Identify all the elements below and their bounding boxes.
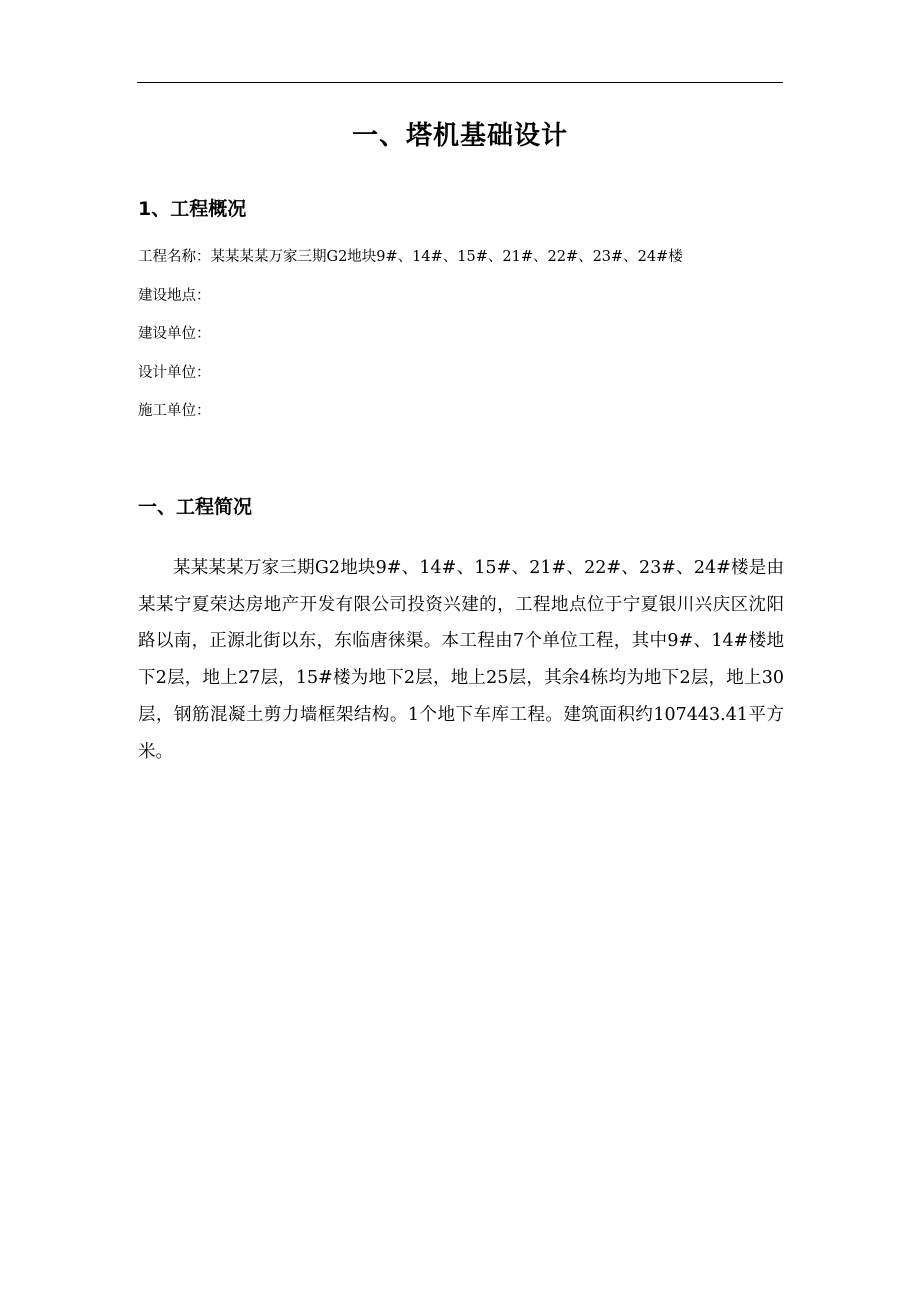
section-heading-project-summary: 一、工程简况 [138,496,253,518]
field-project-name: 工程名称：某某某某万家三期G2地块9#、14#、15#、21#、22#、23#、24#楼 [138,249,683,265]
header-rule [137,82,783,83]
project-summary-paragraph: 某某某某万家三期G2地块9#、14#、15#、21#、22#、23#、24#楼是由某某宁夏荣达房地产开发有限公司投资兴建的，工程地点位于宁夏银川兴庆区沈阳路以南，正源北街以东，东临唐徕渠。本工程由7个单位工程，其中9#、14#楼地下2层，地上27层，15#楼为地下2层，地上25层，其余4栋均为地下2层，地上30层，钢筋混凝土剪力墙框架结构。1个地下车库工程。建筑面积约107443.41平方米。 [138,558,784,762]
field-design-unit: 设计单位： [138,364,211,381]
page-title: 一、塔机基础设计 [351,121,568,151]
field-construction-unit: 施工单位： [138,403,211,419]
field-owner-unit: 建设单位： [138,326,211,342]
section-heading-project-overview: 1、工程概况 [138,198,247,220]
field-construction-site: 建设地点： [138,287,211,304]
project-info-list [138,243,683,436]
